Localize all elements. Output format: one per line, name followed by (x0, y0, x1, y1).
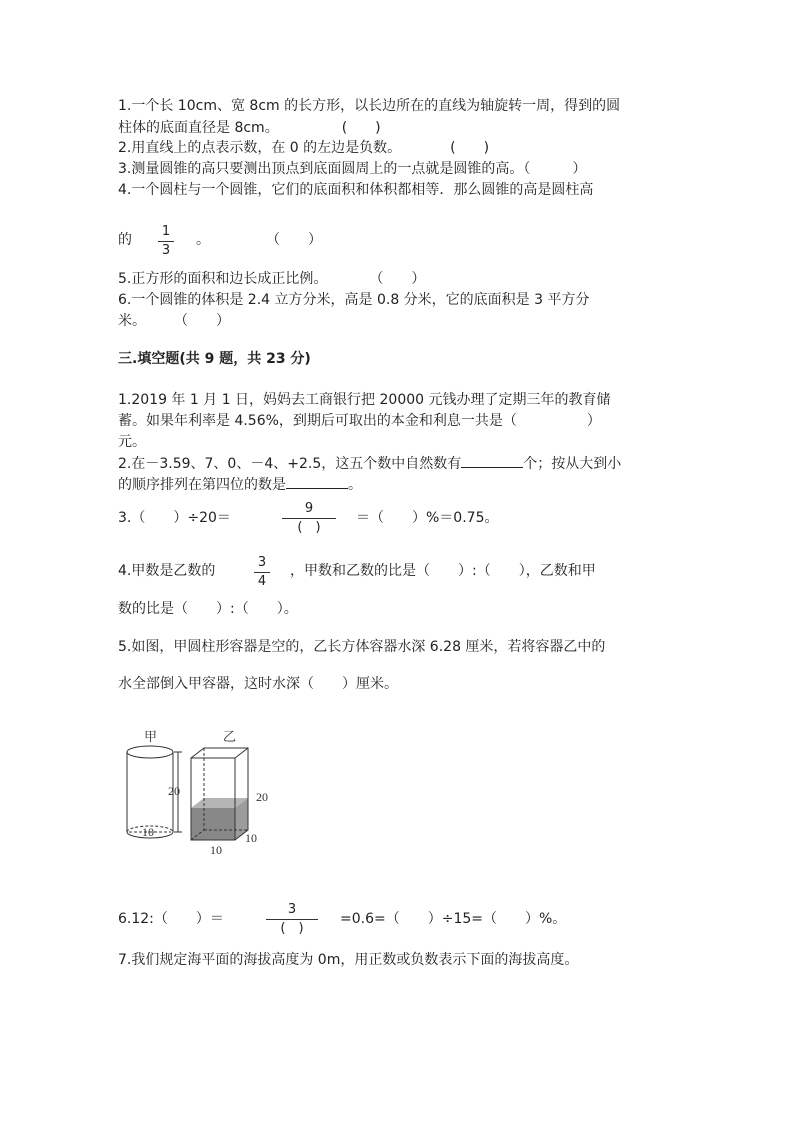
fill-q6-fraction (266, 902, 318, 937)
answer-blank[interactable] (461, 453, 523, 468)
fill-q4-suffix: ，甲数和乙数的比是（ ）:（ ），乙数和甲 (290, 563, 596, 579)
fill-q4-line2: 数的比是（ ）:（ ）。 (118, 601, 298, 617)
cylinder-diameter-label: 10 (142, 825, 154, 839)
judge-q6-line2: 米。 （ ） (118, 313, 230, 329)
cylinder-height-label: 20 (168, 784, 180, 798)
judge-q4-fraction (158, 224, 174, 259)
judge-q4-line1: 4.一个圆柱与一个圆锥，它们的底面积和体积都相等．那么圆锥的高是圆柱高 (118, 182, 594, 198)
judge-q3: 3.测量圆锥的高只要测出顶点到底面圆周上的一点就是圆锥的高。（ ） (118, 161, 587, 177)
box-shape (191, 748, 248, 840)
fraction-denominator: ( ) (297, 520, 321, 535)
fill-q7: 7.我们规定海平面的海拔高度为 0m，用正数或负数表示下面的海拔高度。 (118, 952, 579, 968)
fraction-bar (158, 241, 174, 242)
judge-q5: 5.正方形的面积和边长成正比例。 （ ） (118, 271, 426, 287)
fraction-numerator: 3 (287, 902, 297, 917)
label-jia: 甲 (144, 729, 158, 744)
fill-q2-text-c: 的顺序排列在第四位的数是 (118, 477, 286, 493)
fraction-bar (266, 919, 318, 920)
box-width-label: 10 (210, 843, 222, 857)
label-yi: 乙 (223, 729, 237, 744)
fill-q2-line2 (118, 474, 362, 495)
container-figure (112, 724, 282, 860)
section-title: 三.填空题(共 9 题，共 23 分) (118, 351, 311, 367)
judge-q1-line1: 1.一个长 10cm、宽 8cm 的长方形，以长边所在的直线为轴旋转一周，得到的圆 (118, 98, 621, 114)
fraction-numerator: 3 (257, 555, 267, 570)
fill-q3-prefix: 3.（ ）÷20＝ (118, 510, 231, 526)
fill-q2-text-a: 2.在－3.59、7、0、－4、+2.5，这五个数中自然数有 (118, 456, 462, 472)
fraction-denominator: ( ) (280, 921, 304, 936)
fill-q2-text-b: 个；按从大到小 (523, 456, 622, 472)
fill-q1-line1: 1.2019 年 1 月 1 日，妈妈去工商银行把 20000 元钱办理了定期三年的教育储 (118, 392, 611, 408)
fraction-denominator: 4 (257, 574, 267, 589)
judge-q4-prefix: 的 (118, 232, 132, 248)
fill-q2-line1 (118, 453, 621, 474)
judge-q1-line2: 柱体的底面直径是 8cm。 ( ) (118, 120, 381, 136)
fraction-bar (282, 518, 336, 519)
fraction-denominator: 3 (161, 243, 171, 258)
fill-q6-prefix: 6.12:（ ）＝ (118, 911, 224, 927)
fraction-numerator: 1 (161, 224, 171, 239)
fill-q2-text-d: 。 (348, 477, 362, 493)
fill-q5-line2: 水全部倒入甲容器，这时水深（ ）厘米。 (118, 676, 398, 692)
fill-q1-line2: 蓄。如果年利率是 4.56%，到期后可取出的本金和利息一共是（ ） (118, 413, 601, 429)
answer-blank[interactable] (286, 474, 348, 489)
fill-q5-line1: 5.如图，甲圆柱形容器是空的，乙长方体容器水深 6.28 厘米，若将容器乙中的 (118, 639, 606, 655)
fraction-bar (254, 572, 270, 573)
judge-q6-line1: 6.一个圆锥的体积是 2.4 立方分米，高是 0.8 分米，它的底面积是 3 平方分 (118, 292, 590, 308)
fill-q1-line3: 元。 (118, 434, 146, 450)
judge-q2: 2.用直线上的点表示数，在 0 的左边是负数。 ( ) (118, 140, 490, 156)
judge-q4-suffix: 。 （ ） (196, 232, 322, 248)
fill-q4-fraction (254, 555, 270, 590)
fill-q4-prefix: 4.甲数是乙数的 (118, 563, 216, 579)
box-height-label: 20 (256, 790, 268, 804)
fill-q3-fraction (282, 501, 336, 536)
fraction-numerator: 9 (304, 501, 314, 516)
box-depth-label: 10 (245, 831, 257, 845)
fill-q6-suffix: =0.6=（ ）÷15=（ ）%。 (340, 911, 567, 927)
fill-q3-suffix: ＝（ ）%＝0.75。 (356, 510, 499, 526)
